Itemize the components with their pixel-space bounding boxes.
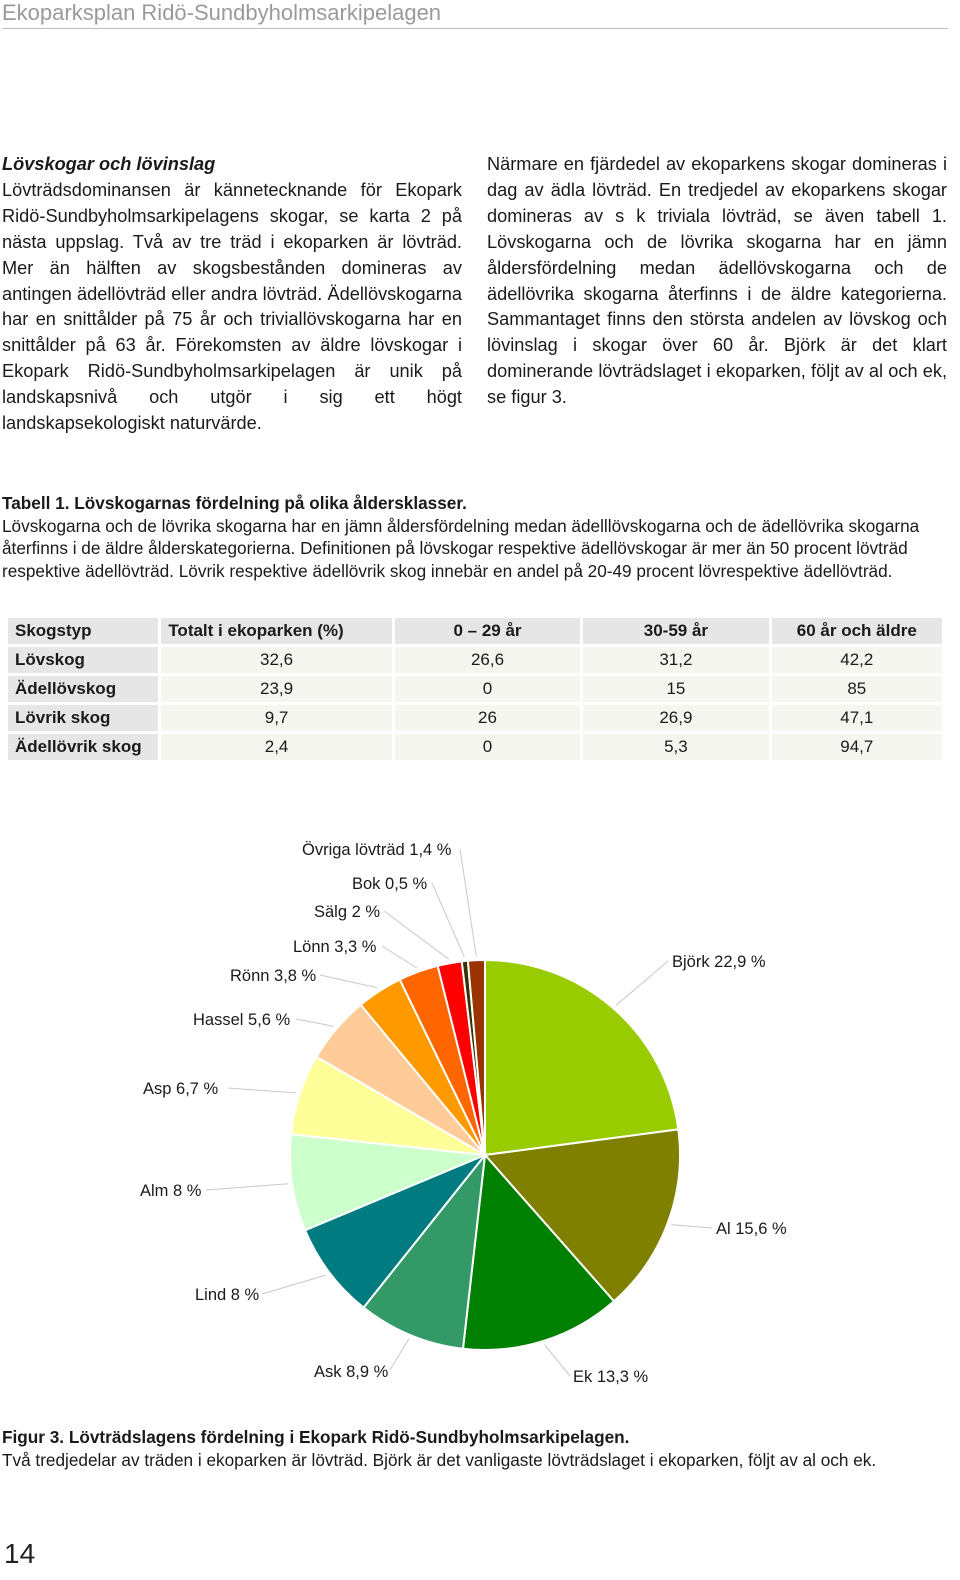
table-row-label: Ädellövskog: [8, 676, 158, 702]
table-cell: 5,3: [583, 734, 768, 760]
leader-line: [206, 1184, 288, 1190]
leader-line: [616, 961, 668, 1005]
table-cell: 26,6: [395, 647, 580, 673]
pie-label: Ask 8,9 %: [314, 1363, 389, 1381]
table-cell: 23,9: [161, 676, 392, 702]
pie-label: Lönn 3,3 %: [293, 938, 377, 956]
table-header-cell: 60 år och äldre: [772, 618, 942, 644]
table-row-label: Ädellövrik skog: [8, 734, 158, 760]
table-cell: 31,2: [583, 647, 768, 673]
pie-label: Hassel 5,6 %: [193, 1011, 291, 1029]
table-cell: 94,7: [772, 734, 942, 760]
leader-line: [671, 1225, 712, 1228]
leader-line: [390, 1339, 409, 1370]
pie-label: Bok 0,5 %: [352, 875, 428, 893]
table-cell: 2,4: [161, 734, 392, 760]
pie-label: Lind 8 %: [195, 1286, 260, 1304]
pie-label: Al 15,6 %: [716, 1220, 787, 1238]
table-cell: 9,7: [161, 705, 392, 731]
pie-label: Björk 22,9 %: [672, 953, 766, 971]
leader-line: [228, 1088, 296, 1093]
table-row: [8, 734, 942, 760]
table-cell: 15: [583, 676, 768, 702]
table-header-row: [8, 618, 942, 644]
leader-line: [296, 1019, 333, 1026]
table-caption-text: Lövskogarna och de lövrika skogarna har en jämn åldersfördelning medan ädelllövskogarna och de ädellövrika skogarna återfinns i de äldre ålderskategorierna. Definitionen på lövskogar respektive ädellövskogar är mer än 50 procent lövträd respektive ädellövträd. Lövrik respektive ädellövrik skog innebär en andel på 20-49 procent lövrespektive ädellövträd.: [2, 515, 920, 581]
leader-line: [320, 975, 377, 988]
page-number: 14: [4, 1538, 36, 1569]
pie-label: Alm 8 %: [140, 1182, 202, 1200]
text-column-right: [487, 152, 947, 411]
forest-age-table: [5, 615, 945, 763]
pie-label: Sälg 2 %: [314, 903, 381, 921]
table-row: [8, 647, 942, 673]
leader-line: [545, 1345, 570, 1376]
text-column-left: [2, 152, 462, 437]
table-cell: 85: [772, 676, 942, 702]
page-header: [2, 0, 948, 29]
table-row-label: Lövskog: [8, 647, 158, 673]
pie-label: Övriga lövträd 1,4 %: [302, 841, 452, 859]
leader-line: [262, 1275, 326, 1294]
pie-label: Asp 6,7 %: [143, 1080, 219, 1098]
table-row: [8, 705, 942, 731]
leader-line: [382, 946, 417, 968]
leader-line: [460, 849, 476, 956]
tree-species-pie-chart: [0, 830, 960, 1420]
right-paragraph: Närmare en fjärdedel av ekoparkens skogar domineras i dag av ädla lövträd. En tredjedel av ekoparkens skogar domineras av s k triviala lövträd, se även tabell 1. Lövskogarna och de lövrika skogarna har en jämn åldersfördelning medan ädellövskogarna och de ädellövrika skogarna återfinns i de äldre kategorierna. Sammantaget finns den största andelen av lövskog och lövinslag i skogar över 60 år. Björk är det klart dominerande lövträdslaget i ekoparken, följt av al och ek, se figur 3.: [487, 154, 947, 408]
table-row: [8, 676, 942, 702]
header-title: Ekoparksplan Ridö-Sundbyholmsarkipelagen: [2, 0, 442, 25]
table-caption-title: Tabell 1. Lövskogarnas fördelning på olika åldersklasser.: [2, 493, 467, 513]
table-cell: 0: [395, 734, 580, 760]
table-cell: 26: [395, 705, 580, 731]
pie-label: Ek 13,3 %: [573, 1368, 649, 1386]
table-header-cell: Skogstyp: [8, 618, 158, 644]
table-header-cell: Totalt i ekoparken (%): [161, 618, 392, 644]
table-cell: 42,2: [772, 647, 942, 673]
table-row-label: Lövrik skog: [8, 705, 158, 731]
table-cell: 26,9: [583, 705, 768, 731]
table-header-cell: 30-59 år: [583, 618, 768, 644]
pie-slice-björk: [485, 960, 678, 1155]
figure-caption-title: Figur 3. Lövträdslagens fördelning i Ekopark Ridö-Sundbyholmsarkipelagen.: [2, 1427, 630, 1447]
table-cell: 32,6: [161, 647, 392, 673]
leader-line: [384, 911, 449, 959]
leader-line: [432, 883, 464, 957]
section-title: Lövskogar och lövinslag: [2, 154, 216, 174]
table-cell: 0: [395, 676, 580, 702]
table-cell: 47,1: [772, 705, 942, 731]
figure-caption: [2, 1426, 948, 1471]
pie-label: Rönn 3,8 %: [230, 967, 317, 985]
table-caption: [2, 492, 948, 582]
table-header-cell: 0 – 29 år: [395, 618, 580, 644]
figure-caption-text: Två tredjedelar av träden i ekoparken är lövträd. Björk är det vanligaste lövträdslaget i ekoparken, följt av al och ek.: [2, 1449, 877, 1470]
left-paragraph: Lövträdsdominansen är kännetecknande för Ekopark Ridö-Sundbyholmsarkipelagens skogar, se karta 2 på nästa uppslag. Två av tre träd i ekoparken är lövträd. Mer än hälften av skogsbestånden domineras av antingen ädellövträd eller andra lövträd. Ädellövskogarna har en snittålder på 75 år och triviallövskogarna har en snittålder på 63 år. Förekomsten av äldre lövskogar i Ekopark Ridö-Sundbyholmsarkipelagen är unik på landskapsnivå och utgör i sig ett högt landskapsekologiskt naturvärde.: [2, 179, 462, 434]
